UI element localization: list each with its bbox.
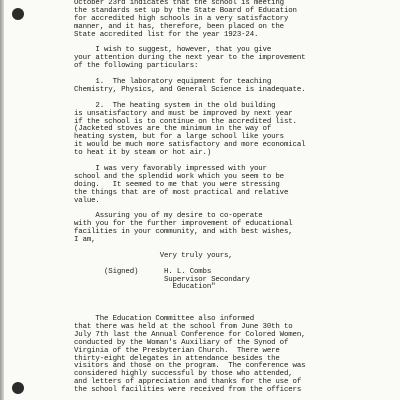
document-line: value. bbox=[74, 196, 100, 205]
document-line: the school facilities were received from the officers bbox=[74, 386, 302, 395]
document-line: conducted by the Woman's Auxiliary of the Synod of bbox=[74, 338, 289, 347]
document-line: The Education Committee also informed bbox=[74, 315, 254, 323]
document-line: considered highly successful by those who attended, bbox=[74, 370, 293, 379]
binder-hole-icon bbox=[12, 382, 24, 394]
document-line: is unsatisfactory and must be improved by next year bbox=[74, 109, 293, 118]
document-line: if the school is to continue on the accredited list. bbox=[74, 117, 297, 126]
document-line: with you for the further improvement of educational bbox=[74, 220, 293, 229]
document-line: Education" bbox=[74, 283, 216, 292]
document-line: for accredited high schools in a very satisfactory bbox=[74, 14, 289, 23]
document-line: thirty-eight delegates in attendance besides the bbox=[74, 354, 280, 363]
document-line: July 7th last the Annual Conference for Colored Women, bbox=[74, 330, 306, 339]
document-line: visitors and those on the program. The conference was bbox=[74, 362, 306, 371]
document-line: manner, and it has, therefore, been placed on the bbox=[74, 22, 284, 31]
document-line: Supervisor Secondary bbox=[74, 275, 250, 284]
document-line: October 23rd indicates that the school is meeting bbox=[74, 0, 284, 7]
document-line: of the following particulars: bbox=[74, 62, 199, 71]
binder-hole-icon bbox=[12, 8, 24, 20]
document-line: 1. The laboratory equipment for teaching bbox=[74, 78, 272, 86]
document-line: Assuring you of my desire to co-operate bbox=[74, 212, 263, 221]
document-line: 2. The heating system in the old building bbox=[74, 101, 276, 110]
page-edge bbox=[0, 0, 4, 400]
document-line: (Signed) H. L. Combs bbox=[74, 267, 212, 276]
document-line: (Jacketed stoves are the minimum in the way of bbox=[74, 125, 272, 134]
document-line: Chemistry, Physics, and General Science is inadequate. bbox=[74, 85, 306, 94]
document-line: and letters of appreciation and thanks for the use of bbox=[74, 378, 302, 387]
document-line: State accredited list for the year 1923-24. bbox=[74, 30, 259, 39]
document-line: facilities in your community, and with best wishes, bbox=[74, 228, 293, 237]
document-line: I wish to suggest, however, that you give bbox=[74, 46, 272, 55]
document-line: that there was held at the school from June 30th to bbox=[74, 322, 293, 331]
document-line: your attention during the next year to the improvement bbox=[74, 54, 306, 63]
document-line: Virginia of the Presbyterian Church. There were bbox=[74, 346, 280, 355]
document-line: heating system, but for a large school like yours bbox=[74, 133, 284, 142]
document-line: I was very favorably impressed with your bbox=[74, 164, 267, 173]
document-line: I am, bbox=[74, 236, 96, 244]
document-line: the standards set up by the State Board of Education bbox=[74, 6, 297, 15]
document-line: school and the splendid work which you seem to be bbox=[74, 172, 284, 181]
document-line: doing. It seemed to me that you were stressing bbox=[74, 180, 280, 189]
document-line: the things that are of most practical and relative bbox=[74, 188, 289, 197]
document-line: it would be much more satisfactory and more economical bbox=[74, 141, 306, 150]
document-line: to heat it by steam or hot air.) bbox=[74, 149, 212, 158]
document-line: Very truly yours, bbox=[74, 251, 233, 260]
